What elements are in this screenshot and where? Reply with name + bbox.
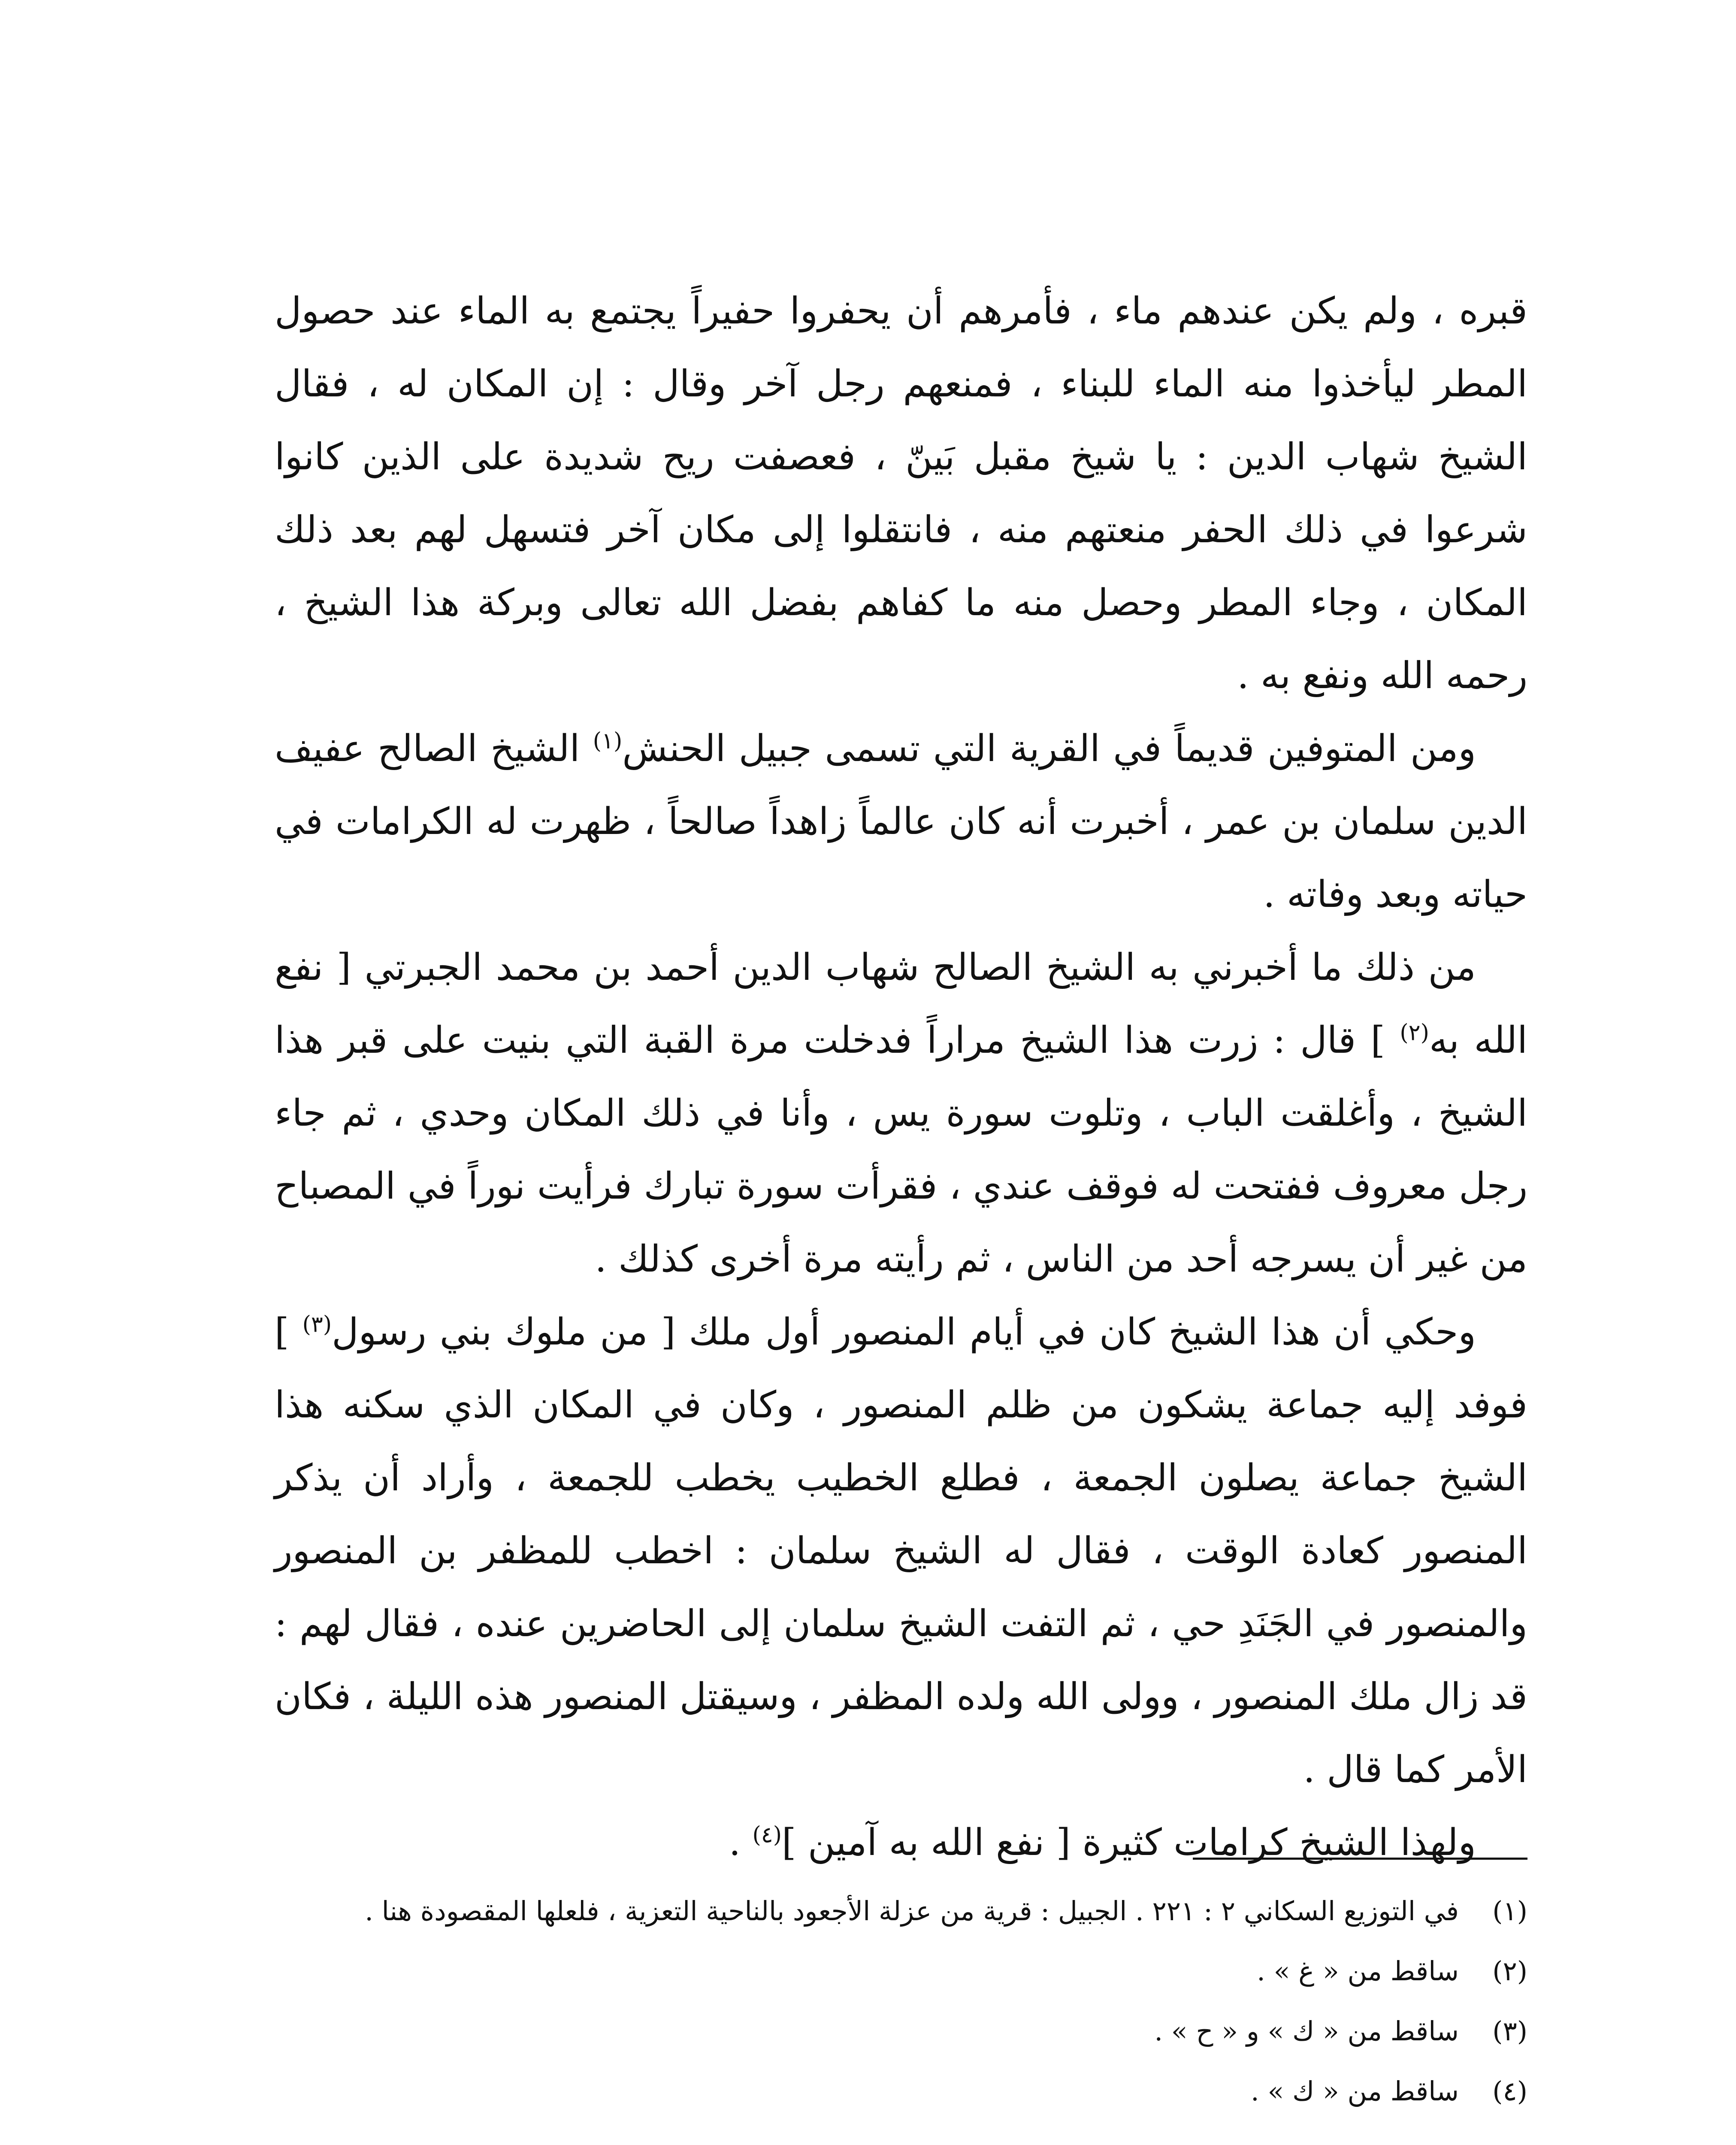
footnote-3 xyxy=(275,2001,1527,2061)
paragraph-5-text-start: ولهذا الشيخ كرامات كثيرة [ نفع الله به آمين ] xyxy=(781,1821,1476,1864)
footnote-ref-3[interactable]: (٣) xyxy=(302,1311,332,1338)
footnote-text: ساقط من « ك » و « ح » . xyxy=(1154,2015,1459,2047)
footnote-2 xyxy=(275,1941,1527,2001)
footnote-text: في التوزيع السكاني ٢ : ٢٢١ . الجبيل : قرية من عزلة الأجعود بالناحية التعزية ، فلعلها المقصودة هنا . xyxy=(365,1895,1459,1927)
footnote-text: ساقط من « غ » . xyxy=(1257,1955,1459,1987)
paragraph-3-text-start: من ذلك ما أخبرني به الشيخ الصالح شهاب الدين أحمد بن محمد الجبرتي [ نفع الله به xyxy=(275,946,1527,1062)
footnote-number: (٤) xyxy=(1492,2076,1527,2107)
footnote-1 xyxy=(275,1881,1527,1941)
paragraph-1: قبره ، ولم يكن عندهم ماء ، فأمرهم أن يحفروا حفيراً يجتمع به الماء عند حصول المطر ليأخذوا منه الماء للبناء ، فمنعهم رجل آخر وقال : إن المكان له ، فقال الشيخ شهاب الدين : يا شيخ مقبل بَينّ ، فعصفت ريح شديدة على الذين كانوا شرعوا في ذلك الحفر منعتهم منه ، فانتقلوا إلى مكان آخر فتسهل لهم بعد ذلك المكان ، وجاء المطر وحصل منه ما كفاهم بفضل الله تعالى وبركة هذا الشيخ ، رحمه الله ونفع به . xyxy=(275,290,1527,697)
footnote-number: (٣) xyxy=(1492,2015,1527,2047)
footnote-number: (١) xyxy=(1492,1895,1527,1927)
paragraph-5-text-end: . xyxy=(729,1821,753,1864)
paragraph-5 xyxy=(275,1806,1527,1879)
footnote-separator xyxy=(1193,1858,1527,1860)
footnote-4 xyxy=(275,2061,1527,2121)
paragraph-2 xyxy=(275,712,1527,931)
paragraph-2-text-end: الشيخ الصالح عفيف الدين سلمان بن عمر ، أخبرت أنه كان عالماً زاهداً صالحاً ، ظهرت له الكرامات في حياته وبعد وفاته . xyxy=(275,727,1527,916)
footnotes xyxy=(275,1881,1527,2121)
footnote-ref-1[interactable]: (١) xyxy=(593,728,623,754)
paragraph-3-text-end: ] قال : زرت هذا الشيخ مراراً فدخلت مرة القبة التي بنيت على قبر هذا الشيخ ، وأغلقت الباب ، وتلوت سورة يس ، وأنا في ذلك المكان وحدي ، ثم جاء رجل معروف ففتحت له فوقف عندي ، فقرأت سورة تبارك فرأيت نوراً في المصباح من غير أن يسرجه أحد من الناس ، ثم رأيته مرة أخرى كذلك . xyxy=(275,1019,1527,1281)
paragraph-2-text-start: ومن المتوفين قديماً في القرية التي تسمى جبيل الحنش xyxy=(622,727,1476,770)
footnote-text: ساقط من « ك » . xyxy=(1251,2076,1459,2107)
paragraph-4 xyxy=(275,1296,1527,1806)
footnote-ref-4[interactable]: (٤) xyxy=(752,1822,782,1848)
paragraph-4-text-start: وحكي أن هذا الشيخ كان في أيام المنصور أول ملك [ من ملوك بني رسول xyxy=(332,1311,1476,1353)
main-text xyxy=(275,275,1527,1879)
footnote-ref-2[interactable]: (٢) xyxy=(1400,1020,1429,1046)
paragraph-3 xyxy=(275,931,1527,1296)
footnote-number: (٢) xyxy=(1492,1955,1527,1987)
paragraph-4-text-end: ] فوفد إليه جماعة يشكون من ظلم المنصور ، وكان في المكان الذي سكنه هذا الشيخ جماعة يصلون الجمعة ، فطلع الخطيب يخطب للجمعة ، وأراد أن يذكر المنصور كعادة الوقت ، فقال له الشيخ سلمان : اخطب للمظفر بن المنصور والمنصور في الجَنَدِ حي ، ثم التفت الشيخ سلمان إلى الحاضرين عنده ، فقال لهم : قد زال ملك المنصور ، وولى الله ولده المظفر ، وسيقتل المنصور هذه الليلة ، فكان الأمر كما قال . xyxy=(275,1311,1527,1791)
